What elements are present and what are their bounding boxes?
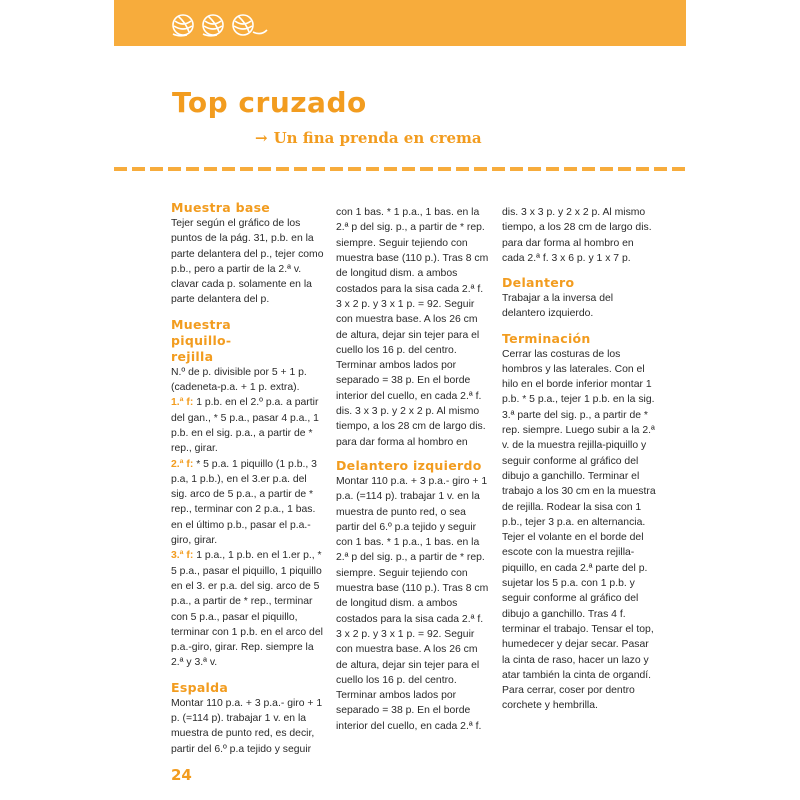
section-body: Montar 110 p.a. + 3 p.a.- giro + 1 p.a. (=114 p). trabajar 1 v. en la muestra de punto red, o sea partir del 6.º p.a tejido y seguir con 1 bas. * 1 p.a., 1 bas. en la 2.ª p del sig. p., a partir de * rep. siempre. Seguir tejiendo con muestra base (110 p.). Tras 8 cm de longitud dism. a ambos costados para la sisa cada 2.ª f. 3 x 2 p. y 3 x 1 p. = 92. Seguir con muestra base. A los 26 cm de altura, dejar sin tejer para el cuello los 16 p. del centro. Terminar ambos lados por separado = 38 p. En el borde interior del cuello, en cada 2.ª f. (336, 476, 489, 732)
row-instruction (171, 395, 325, 456)
section-body: Trabajar a la inversa del delantero izquierdo. (502, 293, 614, 320)
section-heading: Espalda (171, 679, 229, 695)
section-body: Cerrar las costuras de los hombros y las laterales. Con el hilo en el borde inferior montar 1 p.b. * 5 p.a., tejer 1 p.b. en la sig. 3.ª parte del sig. p., a partir de * rep. siempre. Luego subir a la 2.ª v. de la muestra rejilla-piquillo y seguir conforme al gráfico del dibujo a ganchillo. Terminar el trabajo a los 30 cm en la muestra de rejilla. Rodear la sisa con 1 p.b., tejer 3 p.a. en alternancia. Tejer el volante en el borde del escote con la muestra rejilla-piquillo, en cada 2.ª parte del p. sujetar los 5 p.a. con 1 p.b. y seguir conforme al gráfico del dibujo a ganchillo. Tras 4 f. terminar el trabajo. Tensar el top, humedecer y dejar secar. Pasar la cinta de raso, hacer un lazo y atar también la cinta de organdí. Para cerrar, coser por dentro corchete y hembrilla. (502, 348, 656, 712)
page-title: Top cruzado (172, 86, 367, 119)
column-3 (502, 205, 656, 714)
header-bar (114, 0, 686, 46)
section-heading: Muestra base (171, 200, 271, 215)
row-text: 1 p.a., 1 p.b. en el 1.er p., * 5 p.a., pasar el piquillo, 1 piquillo en el 3. er p.a. del sig. arco de 5 p.a., a partir de * rep., terminar con 5 p.a., pasar el piquillo, terminar con 1 p.b. en el arco del p.a.-giro, girar. Rep. siempre la 2.ª y 3.ª v. (171, 550, 323, 669)
section-body: dis. 3 x 3 p. y 2 x 2 p. Al mismo tiempo, a los 28 cm de largo dis. para dar forma al hombro en cada 2.ª f. 3 x 6 p. y 1 x 7 p. (502, 207, 652, 264)
row-text: 1 p.b. en el 2.º p.a. a partir del gan., * 5 p.a., pasar 4 p.a., 1 p.b. en el sig. p.a., a partir de * rep., girar. (171, 397, 319, 455)
column-1 (171, 200, 325, 757)
section-heading: Muestra piquillo-rejilla (171, 316, 232, 364)
row-label: 2.ª f: (171, 458, 194, 470)
subtitle (255, 129, 482, 147)
section-body: N.º de p. divisible por 5 + 1 p. (cadeneta-p.a. + 1 p. extra). (171, 366, 307, 394)
section-body: Tejer según el gráfico de los puntos de la pág. 31, p.b. en la parte delantera del p., tejer como p.b., pero a partir de la 2.ª v. clavar cada p. solamente en la parte delantera del p. (171, 218, 324, 306)
subtitle-text: Un fina prenda en crema (273, 129, 482, 147)
arrow-right-icon: → (255, 129, 268, 147)
dashed-divider (114, 166, 686, 172)
section-heading: Terminación (502, 330, 591, 346)
section-body-continued (336, 205, 490, 449)
column-2 (336, 205, 490, 734)
section-body: Montar 110 p.a. + 3 p.a.- giro + 1 p. (=114 p). trabajar 1 v. en la muestra de punto red, es decir, partir del 6.º p.a tejido y seguir (171, 697, 323, 755)
row-instruction (171, 457, 325, 549)
row-instruction (171, 548, 325, 670)
yarn-balls-icon (169, 12, 269, 38)
section-heading: Delantero (502, 275, 575, 290)
row-label: 1.ª f: (171, 397, 194, 409)
section-heading: Delantero izquierdo (336, 458, 482, 473)
row-text: * 5 p.a. 1 piquillo (1 p.b., 3 p.a, 1 p.b.), en el 3.er p.a. del sig. arco de 5 p.a., a partir de * rep., terminar con 2 p.a., 1 bas. en el último p.b., pasar el p.a.-giro, girar. (171, 458, 317, 547)
section-body: con 1 bas. * 1 p.a., 1 bas. en la 2.ª p del sig. p., a partir de * rep. siempre. Seguir tejiendo con muestra base (110 p.). Tras 8 cm de longitud dism. a ambos costados para la sisa cada 2.ª f. 3 x 2 p. y 3 x 1 p. = 92. Seguir con muestra base. A los 26 cm de altura, dejar sin tejer para el cuello los 16 p. del centro. Terminar ambos lados por separado = 38 p. En el borde interior del cuello, en cada 2.ª f. dis. 3 x 3 p. y 2 x 2 p. Al mismo tiempo, a los 28 cm de largo dis. para dar forma al hombro en (336, 207, 489, 448)
page (114, 0, 686, 800)
page-number: 24 (171, 766, 192, 784)
row-label: 3.ª f: (171, 550, 194, 562)
section-body-continued (502, 205, 656, 266)
